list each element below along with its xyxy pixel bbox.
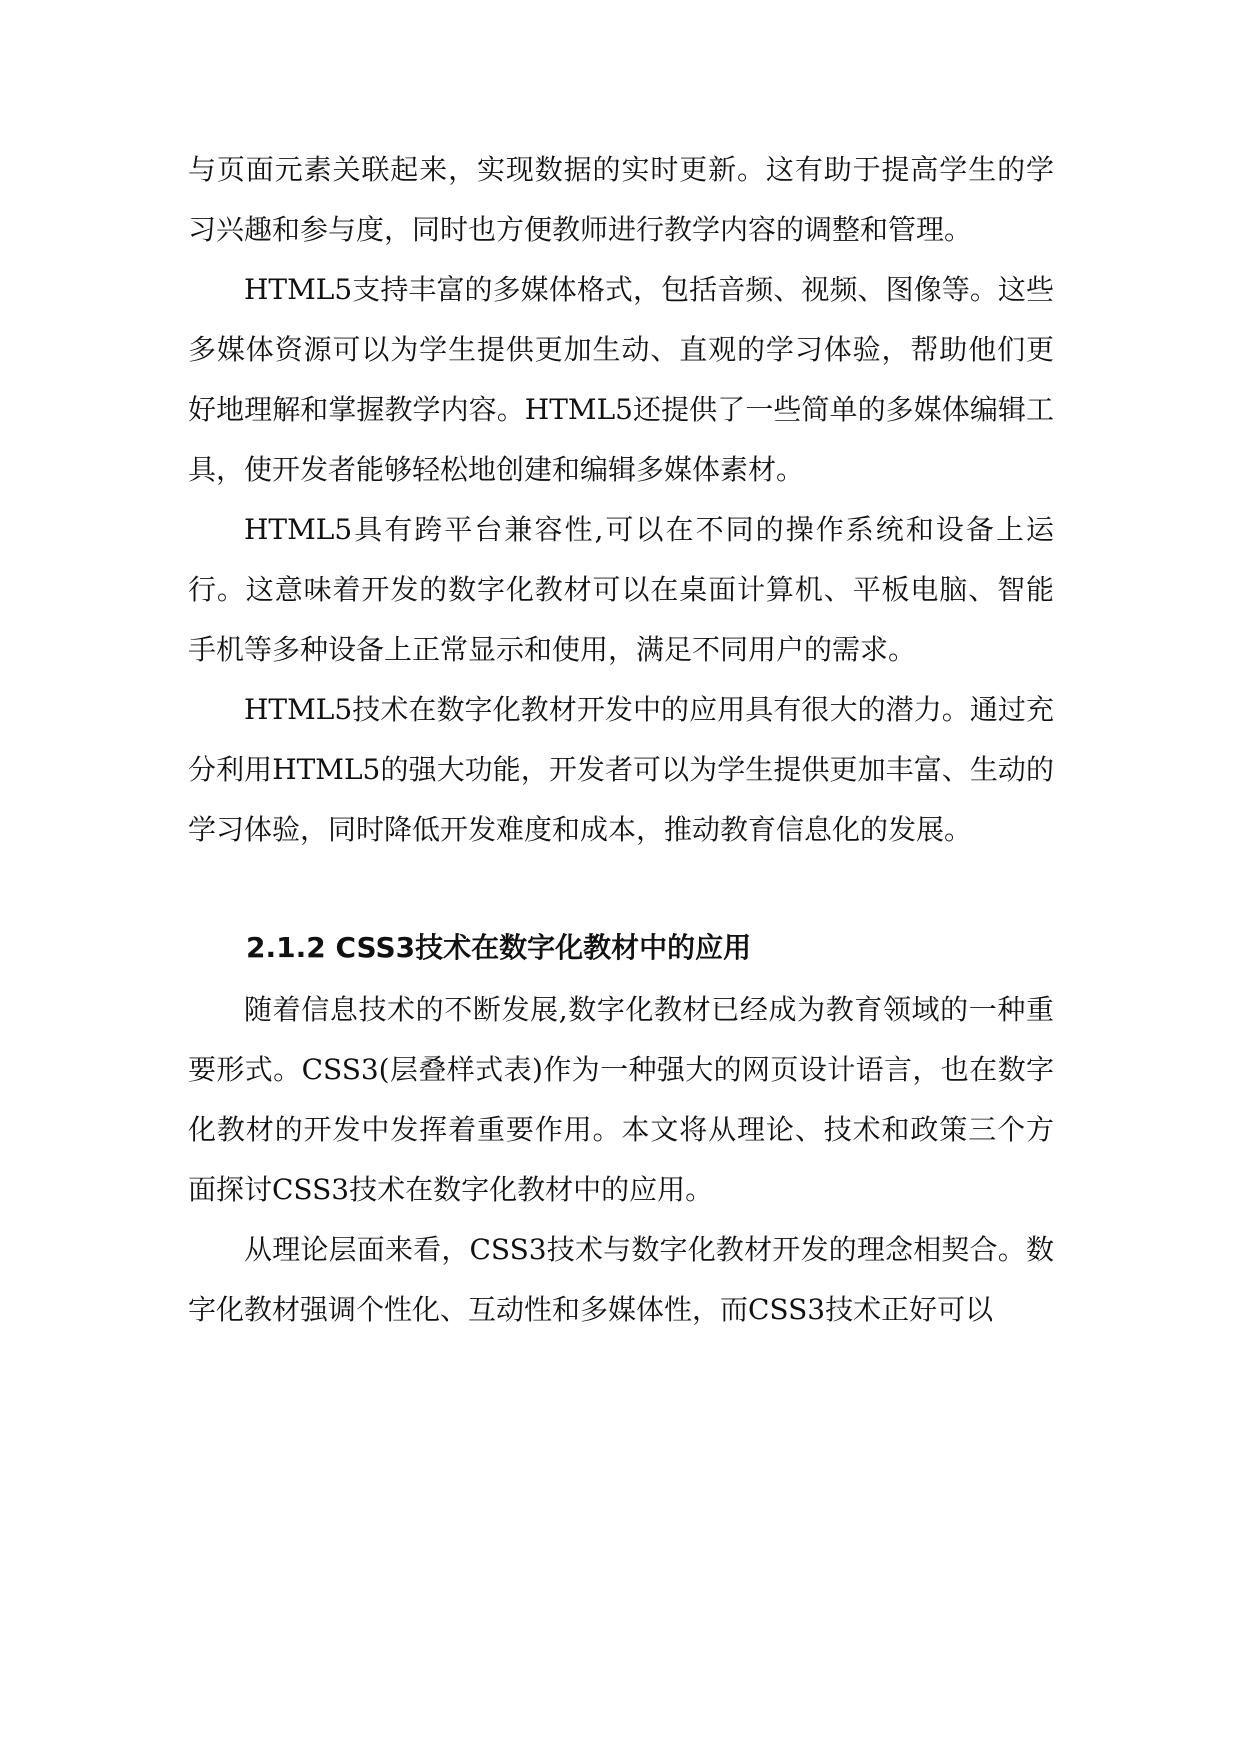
document-page: [188, 140, 1054, 1340]
paragraph-css3-intro: 随着信息技术的不断发展,数字化教材已经成为教育领域的一种重要形式。CSS3(层叠样式表)作为一种强大的网页设计语言，也在数字化教材的开发中发挥着重要作用。本文将从理论、技术和政策三个方面探讨CSS3技术在数字化教材中的应用。: [188, 993, 1054, 1206]
paragraph-html5-multimedia: HTML5支持丰富的多媒体格式，包括音频、视频、图像等。这些多媒体资源可以为学生提供更加生动、直观的学习体验，帮助他们更好地理解和掌握教学内容。HTML5还提供了一些简单的多媒体编辑工具，使开发者能够轻松地创建和编辑多媒体素材。: [188, 273, 1054, 486]
paragraph-continued: 与页面元素关联起来，实现数据的实时更新。这有助于提高学生的学习兴趣和参与度，同时也方便教师进行教学内容的调整和管理。: [188, 153, 1054, 246]
section-heading: 2.1.2 CSS3技术在数字化教材中的应用: [246, 931, 752, 964]
paragraph-css3-theory: 从理论层面来看，CSS3技术与数字化教材开发的理念相契合。数字化教材强调个性化、互动性和多媒体性，而CSS3技术正好可以: [188, 1233, 1054, 1326]
paragraph-html5-cross-platform: HTML5具有跨平台兼容性,可以在不同的操作系统和设备上运行。这意味着开发的数字化教材可以在桌面计算机、平板电脑、智能手机等多种设备上正常显示和使用，满足不同用户的需求。: [188, 513, 1054, 666]
paragraph-html5-summary: HTML5技术在数字化教材开发中的应用具有很大的潜力。通过充分利用HTML5的强大功能，开发者可以为学生提供更加丰富、生动的学习体验，同时降低开发难度和成本，推动教育信息化的发展。: [188, 693, 1054, 846]
